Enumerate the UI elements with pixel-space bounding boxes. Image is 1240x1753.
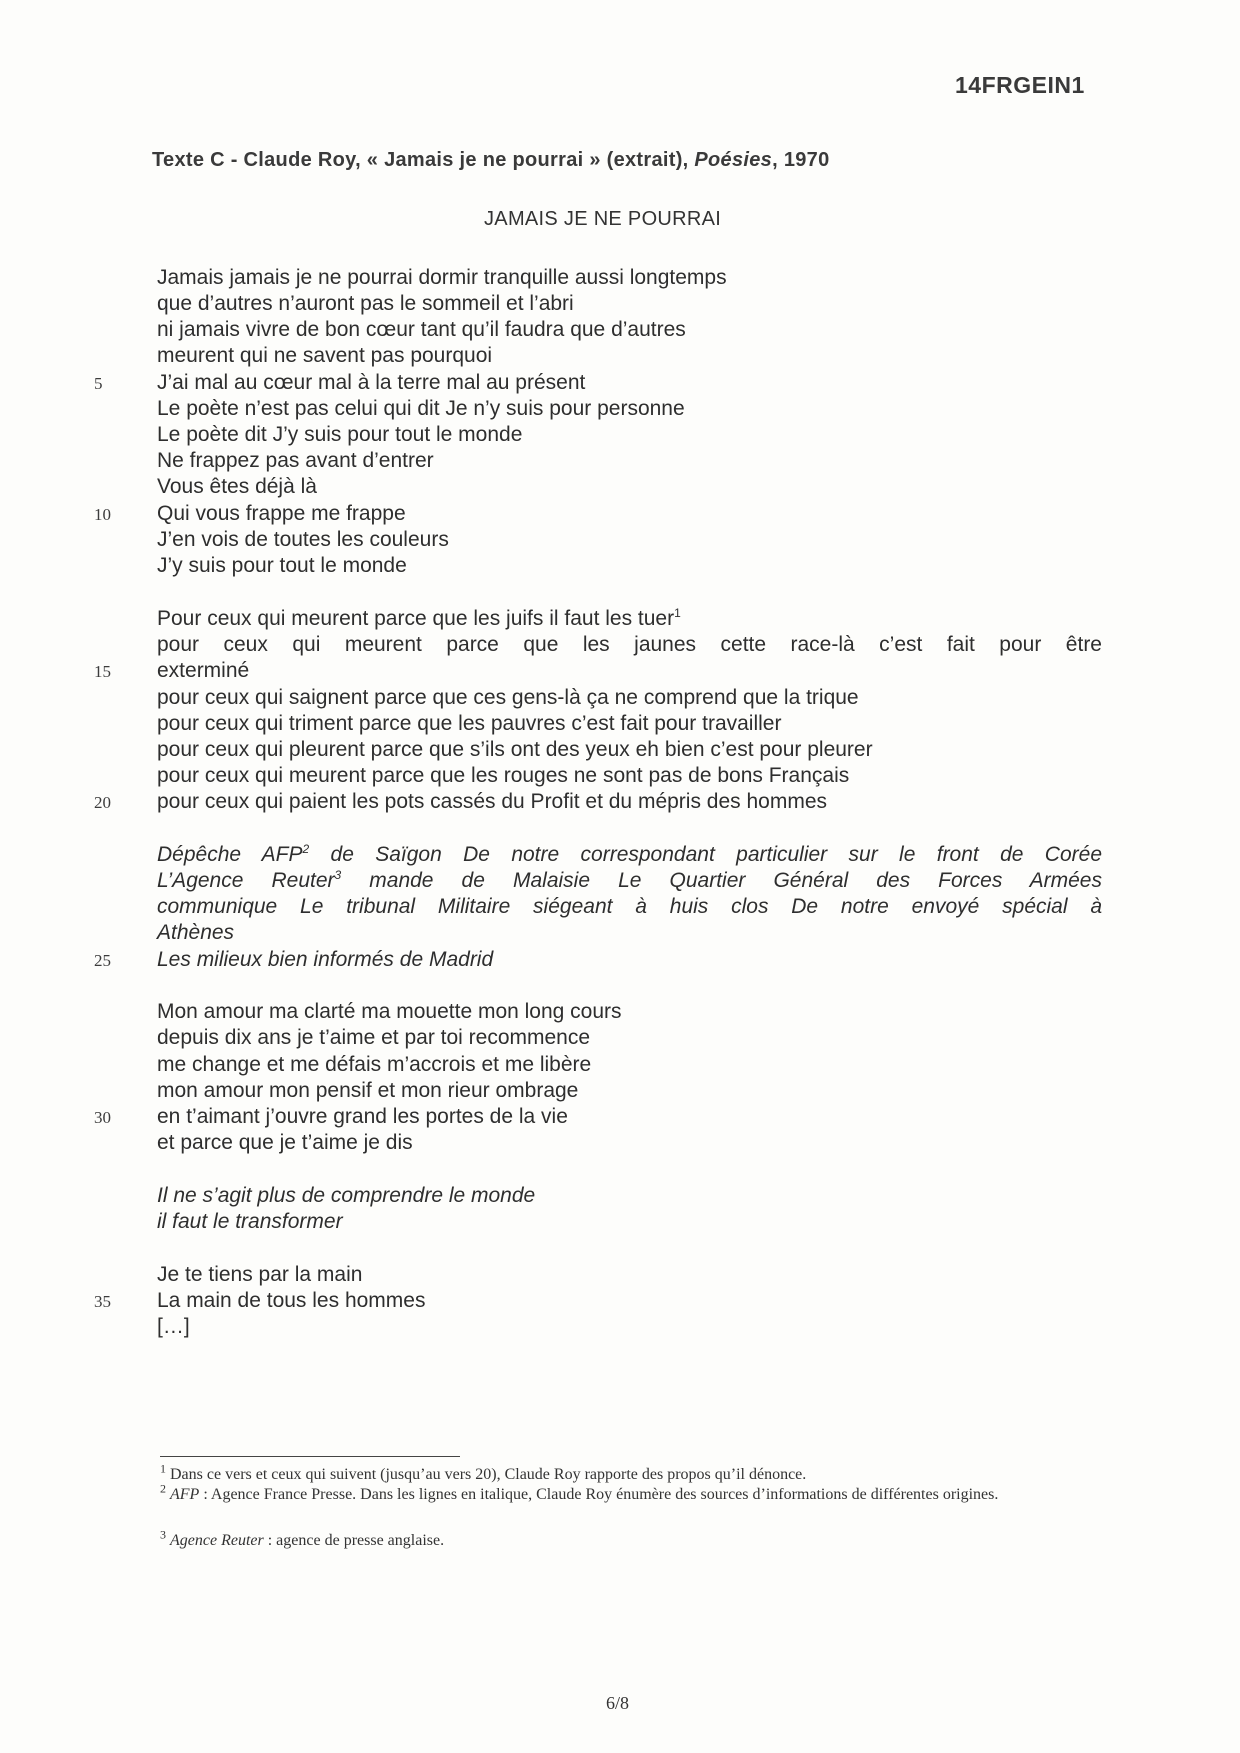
- line-21b: de Saïgon De notre correspondant particulier sur le front de Corée: [309, 843, 1103, 866]
- poem-line-32: Il ne s’agit plus de comprendre le monde: [157, 1184, 536, 1207]
- poem-line-16: pour ceux qui saignent parce que ces gens-là ça ne comprend que la trique: [157, 686, 859, 709]
- footnote-2-text: : Agence France Presse. Dans les lignes en italique, Claude Roy énumère des sources d’informations de différentes origines.: [199, 1486, 999, 1503]
- poem-line-7: Le poète dit J’y suis pour tout le monde: [157, 423, 523, 446]
- line-number-25: 25: [94, 951, 111, 970]
- footnote-3-term: Agence Reuter: [170, 1532, 264, 1549]
- document-code: 14FRGEIN1: [955, 72, 1085, 98]
- poem-line-1: Jamais jamais je ne pourrai dormir tranquille aussi longtemps: [157, 266, 727, 289]
- line-number-15: 15: [94, 662, 111, 681]
- poem-line-18: pour ceux qui pleurent parce que s’ils ont des yeux eh bien c’est pour pleurer: [157, 738, 873, 761]
- poem-line-11: J’en vois de toutes les couleurs: [157, 528, 449, 551]
- footnote-3: [160, 1527, 1090, 1550]
- line-number-30: 30: [94, 1108, 111, 1127]
- poem-line-22: [157, 869, 1102, 893]
- line-number-20: 20: [94, 793, 111, 812]
- poem-line-6: Le poète n’est pas celui qui dit Je n’y suis pour personne: [157, 397, 685, 420]
- footnote-3-text: : agence de presse anglaise.: [263, 1532, 445, 1549]
- line-21a: Dépêche AFP: [157, 843, 303, 866]
- footnote-ref-2: 2: [302, 842, 310, 856]
- line-22a: L’Agence Reuter: [157, 869, 335, 892]
- footnote-1-text: Dans ce vers et ceux qui suivent (jusqu’au vers 20), Claude Roy rapporte des propos qu’il dénonce.: [170, 1466, 807, 1483]
- poem-line-30: en t’aimant j’ouvre grand les portes de la vie: [157, 1105, 568, 1128]
- poem-line-21: [157, 843, 1102, 867]
- text-heading: [152, 149, 830, 172]
- poem-title: JAMAIS JE NE POURRAI: [484, 208, 722, 230]
- poem-line-4: meurent qui ne savent pas pourquoi: [157, 344, 493, 367]
- line-13-text: Pour ceux qui meurent parce que les juifs il faut les tuer: [157, 607, 675, 630]
- poem-line-13: [157, 607, 681, 631]
- heading-prefix: Texte C - Claude Roy, « Jamais je ne pourrai » (extrait),: [152, 149, 695, 171]
- poem-line-2: que d’autres n’auront pas le sommeil et l’abri: [157, 292, 574, 315]
- footnote-ref-1: 1: [674, 606, 681, 620]
- poem-line-8: Ne frappez pas avant d’entrer: [157, 449, 434, 472]
- poem-line-25: Les milieux bien informés de Madrid: [157, 948, 494, 971]
- poem-line-15: exterminé: [157, 659, 250, 682]
- poem-line-36: […]: [157, 1315, 190, 1338]
- poem-line-26: Mon amour ma clarté ma mouette mon long cours: [157, 1000, 622, 1023]
- page-number: 6/8: [606, 1693, 630, 1713]
- footnote-2: [160, 1481, 1090, 1504]
- footnote-2-term: AFP: [170, 1486, 200, 1503]
- line-number-35: 35: [94, 1292, 111, 1311]
- heading-book: Poésies: [694, 149, 773, 171]
- poem-line-23: communique Le tribunal Militaire siégeant à huis clos De notre envoyé spécial à: [157, 895, 1102, 918]
- heading-year: , 1970: [772, 149, 830, 171]
- poem-line-31: et parce que je t’aime je dis: [157, 1131, 413, 1154]
- line-number-10: 10: [94, 505, 111, 524]
- footnote-ref-3: 3: [334, 868, 342, 882]
- poem-line-28: me change et me défais m’accrois et me libère: [157, 1053, 592, 1076]
- poem-line-27: depuis dix ans je t’aime et par toi recommence: [157, 1026, 591, 1049]
- poem-line-3: ni jamais vivre de bon cœur tant qu’il faudra que d’autres: [157, 318, 686, 341]
- poem-line-35: La main de tous les hommes: [157, 1289, 426, 1312]
- poem-line-10: Qui vous frappe me frappe: [157, 502, 406, 525]
- footnote-1-marker: 1: [160, 1461, 166, 1476]
- line-22b: mande de Malaisie Le Quartier Général des Forces Armées: [341, 869, 1102, 892]
- poem-line-20: pour ceux qui paient les pots cassés du Profit et du mépris des hommes: [157, 790, 828, 813]
- poem-line-17: pour ceux qui triment parce que les pauvres c’est fait pour travailler: [157, 712, 782, 735]
- footnote-1: [160, 1461, 1090, 1484]
- poem-line-14: pour ceux qui meurent parce que les jaunes cette race-là c’est fait pour être: [157, 633, 1102, 656]
- poem-line-9: Vous êtes déjà là: [157, 475, 317, 498]
- footnote-2-marker: 2: [160, 1481, 166, 1496]
- footnote-rule: [160, 1456, 460, 1457]
- poem-line-19: pour ceux qui meurent parce que les rouges ne sont pas de bons Français: [157, 764, 850, 787]
- poem-line-12: J’y suis pour tout le monde: [157, 554, 407, 577]
- poem-line-24: Athènes: [157, 921, 235, 944]
- poem-line-29: mon amour mon pensif et mon rieur ombrage: [157, 1079, 579, 1102]
- poem-line-5: J’ai mal au cœur mal à la terre mal au présent: [157, 371, 586, 394]
- line-number-5: 5: [94, 374, 103, 393]
- poem-line-33: il faut le transformer: [157, 1210, 343, 1233]
- footnote-3-marker: 3: [160, 1527, 166, 1542]
- poem-line-34: Je te tiens par la main: [157, 1263, 363, 1286]
